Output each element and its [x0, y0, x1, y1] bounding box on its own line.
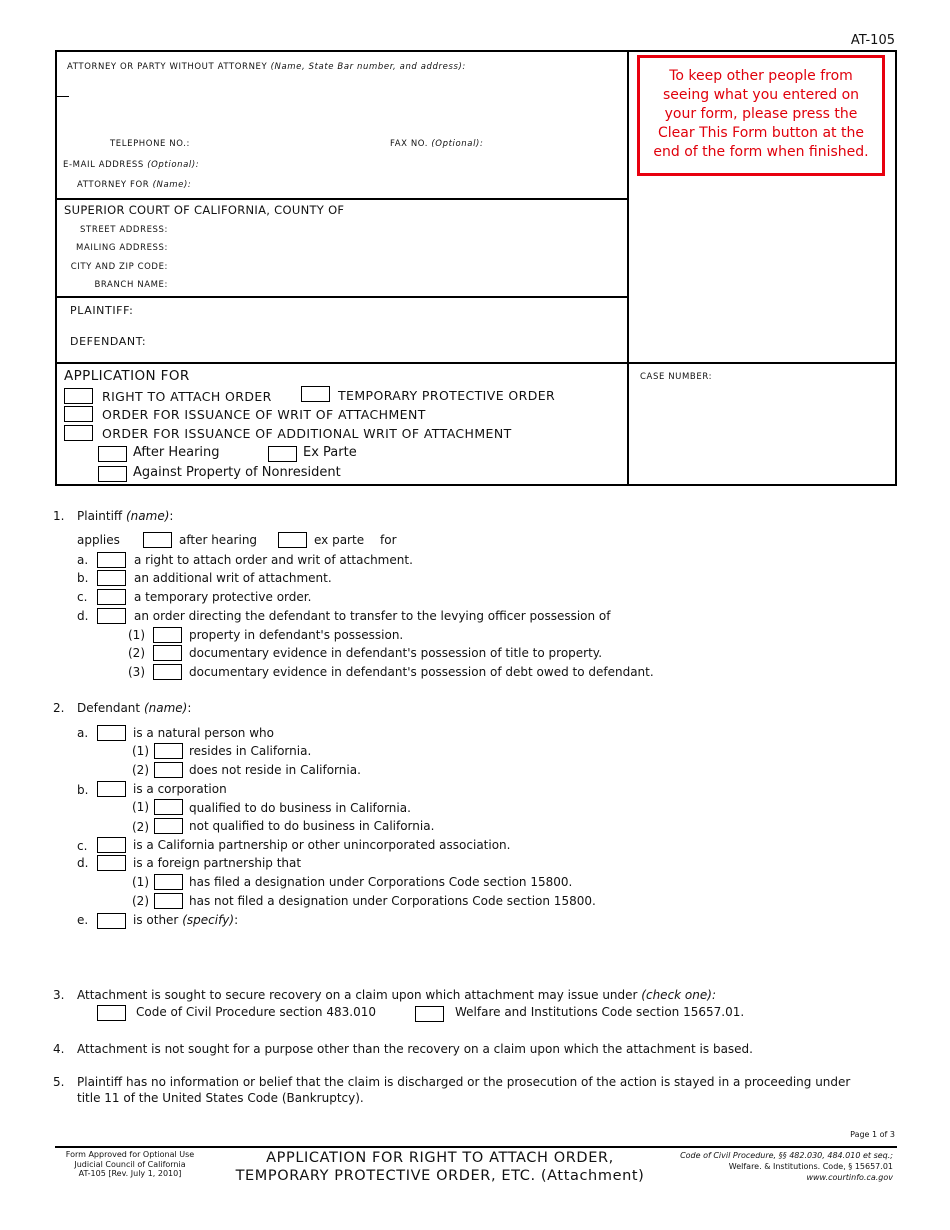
- approved-line: Form Approved for Optional Use: [65, 1150, 195, 1159]
- item2-a-text: is a natural person who: [133, 726, 274, 740]
- page-number: Page 1 of 3: [850, 1130, 895, 1139]
- plaintiff-label: PLAINTIFF:: [70, 304, 134, 317]
- item-number: 3.: [53, 988, 65, 1002]
- item2-d1-text: has filed a designation under Corporations Code section 15800.: [189, 875, 573, 889]
- ccp-checkbox[interactable]: [97, 1005, 126, 1021]
- nonresident-label: Against Property of Nonresident: [133, 465, 341, 480]
- item2-d-text: is a foreign partnership that: [133, 856, 302, 870]
- subnum: (1): [132, 744, 149, 758]
- letter: b.: [77, 571, 89, 585]
- mailing-address-label: MAILING ADDRESS:: [76, 243, 168, 253]
- item2-b-text: is a corporation: [133, 782, 227, 796]
- subnum: (1): [132, 875, 149, 889]
- item1-c-text: a temporary protective order.: [134, 590, 312, 604]
- code-line: Code of Civil Procedure, §§ 482.030, 484.010 et seq.;: [680, 1151, 893, 1160]
- telephone-label: TELEPHONE NO.:: [110, 139, 190, 149]
- order-additional-label: ORDER FOR ISSUANCE OF ADDITIONAL WRIT OF ATTACHMENT: [102, 426, 512, 441]
- item2-b2-text: not qualified to do business in California.: [189, 819, 435, 833]
- footer-title-line: TEMPORARY PROTECTIVE ORDER, ETC. (Attachment): [235, 1168, 645, 1184]
- form-approved: [55, 1150, 205, 1179]
- letter: c.: [77, 839, 88, 853]
- item-number: 2.: [53, 701, 65, 715]
- ex-parte-label: Ex Parte: [303, 445, 357, 460]
- form-id: AT-105: [850, 33, 895, 48]
- ex-parte-checkbox-1[interactable]: [278, 532, 307, 548]
- after-hearing-text: after hearing: [179, 533, 258, 547]
- order-additional-checkbox[interactable]: [64, 425, 93, 441]
- item1-a-checkbox[interactable]: [97, 552, 126, 568]
- privacy-notice: To keep other people from seeing what you entered on your form, please press the Clear This Form button at the end of the form when finished.: [637, 55, 885, 176]
- footer-codes: [633, 1150, 893, 1183]
- footer-title: [205, 1149, 675, 1185]
- order-issuance-checkbox[interactable]: [64, 406, 93, 422]
- item1-a-text: a right to attach order and writ of attachment.: [134, 553, 413, 567]
- item2-e-checkbox[interactable]: [97, 913, 126, 929]
- item1-d3-checkbox[interactable]: [153, 664, 182, 680]
- letter: e.: [77, 913, 89, 927]
- code-line: Welfare. & Institutions. Code, § 15657.01: [728, 1162, 893, 1171]
- defendant-name-label: Defendant (name):: [77, 701, 192, 715]
- item5-text-line1: Plaintiff has no information or belief that the claim is discharged or the prosecution of the action is stayed in a proceeding under: [77, 1075, 851, 1089]
- right-to-attach-checkbox[interactable]: [64, 388, 93, 404]
- subnum: (2): [132, 763, 149, 777]
- after-hearing-label: After Hearing: [133, 445, 220, 460]
- item2-a1-checkbox[interactable]: [154, 743, 183, 759]
- item2-b1-text: qualified to do business in California.: [189, 801, 411, 815]
- subnum: (2): [132, 820, 149, 834]
- city-zip-label: CITY AND ZIP CODE:: [70, 262, 168, 272]
- item2-d-checkbox[interactable]: [97, 855, 126, 871]
- right-to-attach-label: RIGHT TO ATTACH ORDER: [102, 389, 272, 404]
- order-issuance-label: ORDER FOR ISSUANCE OF WRIT OF ATTACHMENT: [102, 407, 426, 422]
- attorney-label: ATTORNEY OR PARTY WITHOUT ATTORNEY (Name, State Bar number, and address):: [67, 62, 466, 72]
- item1-c-checkbox[interactable]: [97, 589, 126, 605]
- item2-a1-text: resides in California.: [189, 744, 312, 758]
- application-heading: APPLICATION FOR: [64, 368, 190, 384]
- subnum: (2): [128, 646, 145, 660]
- item1-b-text: an additional writ of attachment.: [134, 571, 332, 585]
- item1-d-text: an order directing the defendant to transfer to the levying officer possession of: [134, 609, 611, 623]
- item2-d2-text: has not filed a designation under Corporations Code section 15800.: [189, 894, 596, 908]
- item1-d2-checkbox[interactable]: [153, 645, 182, 661]
- letter: a.: [77, 726, 89, 740]
- branch-name-label: BRANCH NAME:: [94, 280, 168, 290]
- temp-protective-checkbox[interactable]: [301, 386, 330, 402]
- case-number-label: CASE NUMBER:: [640, 372, 713, 382]
- item-number: 4.: [53, 1042, 65, 1056]
- letter: d.: [77, 856, 89, 870]
- item2-a2-text: does not reside in California.: [189, 763, 361, 777]
- welfare-option-text: Welfare and Institutions Code section 15657.01.: [455, 1005, 745, 1019]
- website-link[interactable]: www.courtinfo.ca.gov: [806, 1173, 893, 1182]
- item2-e-text: is other (specify):: [133, 913, 239, 927]
- item2-d1-checkbox[interactable]: [154, 874, 183, 890]
- welfare-checkbox[interactable]: [415, 1006, 444, 1022]
- subnum: (1): [132, 800, 149, 814]
- item-number: 5.: [53, 1075, 65, 1089]
- nonresident-checkbox[interactable]: [98, 466, 127, 482]
- defendant-label: DEFENDANT:: [70, 335, 147, 348]
- street-address-label: STREET ADDRESS:: [80, 225, 168, 235]
- subnum: (1): [128, 628, 145, 642]
- approved-line: AT-105 [Rev. July 1, 2010]: [78, 1169, 182, 1178]
- item1-d2-text: documentary evidence in defendant's possession of title to property.: [189, 646, 603, 660]
- footer-title-line: APPLICATION FOR RIGHT TO ATTACH ORDER,: [266, 1150, 614, 1166]
- item4-text: Attachment is not sought for a purpose other than the recovery on a claim upon which the attachment is based.: [77, 1042, 753, 1056]
- after-hearing-checkbox-1[interactable]: [143, 532, 172, 548]
- court-title: SUPERIOR COURT OF CALIFORNIA, COUNTY OF: [64, 203, 345, 217]
- subnum: (2): [132, 894, 149, 908]
- item2-d2-checkbox[interactable]: [154, 893, 183, 909]
- item2-a2-checkbox[interactable]: [154, 762, 183, 778]
- item2-b1-checkbox[interactable]: [154, 799, 183, 815]
- email-label: E-MAIL ADDRESS (Optional):: [63, 160, 200, 170]
- item2-b-checkbox[interactable]: [97, 781, 126, 797]
- plaintiff-name-label: Plaintiff (name):: [77, 509, 174, 523]
- letter: d.: [77, 609, 89, 623]
- item5-text-line2: title 11 of the United States Code (Bankruptcy).: [77, 1091, 364, 1105]
- ccp-option-text: Code of Civil Procedure section 483.010: [136, 1005, 376, 1019]
- ex-parte-checkbox[interactable]: [268, 446, 297, 462]
- item1-d3-text: documentary evidence in defendant's possession of debt owed to defendant.: [189, 665, 654, 679]
- item-number: 1.: [53, 509, 65, 523]
- item1-b-checkbox[interactable]: [97, 570, 126, 586]
- approved-line: Judicial Council of California: [74, 1159, 186, 1169]
- letter: c.: [77, 590, 88, 604]
- item1-d-checkbox[interactable]: [97, 608, 126, 624]
- item1-d1-text: property in defendant's possession.: [189, 628, 404, 642]
- temp-protective-label: TEMPORARY PROTECTIVE ORDER: [338, 388, 556, 403]
- after-hearing-checkbox[interactable]: [98, 446, 127, 462]
- item3-text: Attachment is sought to secure recovery on a claim upon which attachment may issue under (check one):: [77, 988, 716, 1002]
- fax-label: FAX NO. (Optional):: [390, 139, 484, 149]
- item2-c-text: is a California partnership or other unincorporated association.: [133, 838, 511, 852]
- item1-d1-checkbox[interactable]: [153, 627, 182, 643]
- letter: b.: [77, 783, 89, 797]
- applies-label: applies: [77, 533, 120, 547]
- subnum: (3): [128, 665, 145, 679]
- letter: a.: [77, 553, 89, 567]
- item2-a-checkbox[interactable]: [97, 725, 126, 741]
- item2-b2-checkbox[interactable]: [154, 818, 183, 834]
- ex-parte-text: ex parte: [314, 533, 365, 547]
- for-text: for: [380, 533, 397, 547]
- item2-c-checkbox[interactable]: [97, 837, 126, 853]
- attorney-for-label: ATTORNEY FOR (Name):: [77, 180, 192, 190]
